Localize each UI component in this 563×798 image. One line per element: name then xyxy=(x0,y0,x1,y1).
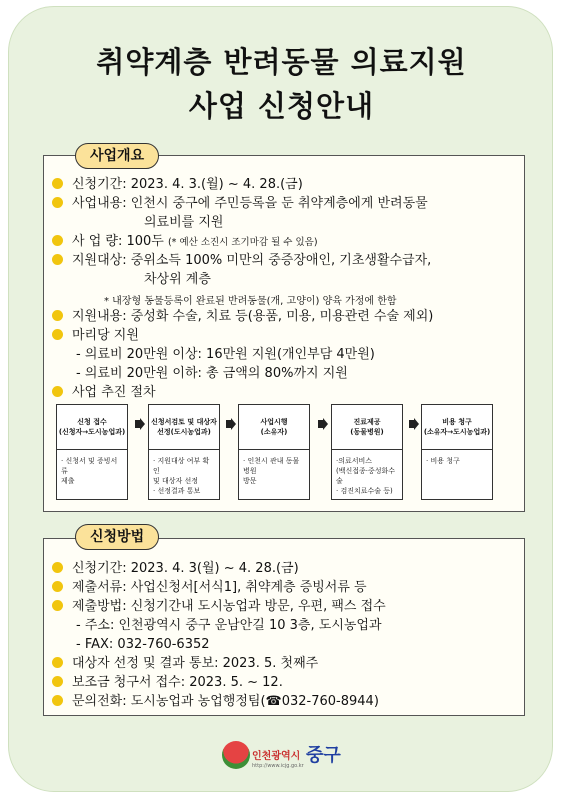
flow-step-5-body: · 비용 청구 xyxy=(426,457,460,465)
per-head-line1: - 의료비 20만원 이상: 16만원 지원(개인부담 4만원) xyxy=(76,347,375,362)
bullet-icon xyxy=(52,581,63,592)
bullet-icon xyxy=(52,386,63,397)
list-item-content: 사업내용: 인천시 중구에 주민등록을 둔 취약계층에게 반려동물 xyxy=(52,194,428,213)
bullet-icon xyxy=(52,235,63,246)
list-item-per-head: 마리당 지원 xyxy=(52,326,139,345)
list-item-method: 제출방법: 신청기간내 도시농업과 방문, 우편, 팩스 접수 xyxy=(52,597,386,616)
flow-step-2-body: · 지원대상 여부 확인 및 대상자 선정 · 선정결과 통보 xyxy=(153,457,210,495)
bullet-icon xyxy=(52,178,63,189)
list-item-content-cont: 의료비를 지원 xyxy=(144,215,224,230)
list-item-support: 지원내용: 중성화 수술, 치료 등(용품, 미용, 미용관련 수술 제외) xyxy=(52,307,433,326)
page-title-line1: 취약계층 반려동물 의료지원 xyxy=(96,45,467,79)
flow-step-4-body: ·의료서비스 (백신접종·중성화수술 · 검진치료수술 등) xyxy=(336,457,396,495)
list-item-claim: 보조금 청구서 접수: 2023. 5. ~ 12. xyxy=(52,673,283,692)
list-item-target: 지원대상: 중위소득 100% 미만의 중증장애인, 기초생활수급자, xyxy=(52,251,431,270)
flow-step-5 xyxy=(421,404,493,500)
fax-line: - FAX: 032-760-6352 xyxy=(76,637,210,652)
logo-gu-name: 중구 xyxy=(306,745,341,766)
flow-step-3-body: · 인천시 관내 동물병원 방문 xyxy=(243,457,300,485)
logo-url: http://www.icjg.go.kr xyxy=(252,763,304,769)
flow-step-4-head: 진료제공 (동물병원) xyxy=(332,405,402,450)
flow-step-1-head: 신청 접수 (신청자→도시농업과) xyxy=(57,405,127,450)
flow-step-3-head: 사업시행 (소유자) xyxy=(239,405,309,450)
logo-city-name: 인천광역시 xyxy=(252,751,301,762)
flow-step-5-head: 비용 청구 (소유자→도시농업과) xyxy=(422,405,492,450)
flow-step-1 xyxy=(56,404,128,500)
target-note: * 내장형 동물등록이 완료된 반려동물(개, 고양이) 양육 가정에 한함 xyxy=(104,296,397,307)
arrow-right-icon xyxy=(409,418,419,430)
arrow-right-icon xyxy=(318,418,328,430)
bullet-icon xyxy=(52,676,63,687)
section-tag-overview: 사업개요 xyxy=(75,143,159,169)
bullet-icon xyxy=(52,695,63,706)
junggu-logo xyxy=(222,741,352,781)
list-item-period: 신청기간: 2023. 4. 3.(월) ~ 4. 28.(금) xyxy=(52,175,303,194)
bullet-icon xyxy=(52,562,63,573)
arrow-right-icon xyxy=(226,418,236,430)
per-head-line2: - 의료비 20만원 이하: 총 금액의 80%까지 지원 xyxy=(76,366,348,381)
list-item-process: 사업 추진 절차 xyxy=(52,383,156,402)
amount-note: (* 예산 소진시 조기마감 될 수 있음) xyxy=(167,237,318,248)
address-line: - 주소: 인천광역시 중구 운남안길 10 3층, 도시농업과 xyxy=(76,618,382,633)
bullet-icon xyxy=(52,254,63,265)
list-item-notify: 대상자 선정 및 결과 통보: 2023. 5. 첫째주 xyxy=(52,654,318,673)
arrow-right-icon xyxy=(135,418,145,430)
list-item-docs: 제출서류: 사업신청서[서식1], 취약계층 증빙서류 등 xyxy=(52,578,367,597)
bullet-icon xyxy=(52,329,63,340)
bullet-icon xyxy=(52,197,63,208)
flow-step-2-head: 신청서검토 및 대상자 선정(도시농업과) xyxy=(149,405,219,450)
list-item-target-cont: 차상위 계층 xyxy=(144,272,211,287)
bullet-icon xyxy=(52,310,63,321)
page-title-line2: 사업 신청안내 xyxy=(188,89,375,123)
flow-step-1-body: · 신청서 및 증빙서류 제출 xyxy=(61,457,118,485)
flow-step-3 xyxy=(238,404,310,500)
list-item-amount: 사 업 량: 100두 (* 예산 소진시 조기마감 될 수 있음) xyxy=(52,232,318,252)
flow-step-4 xyxy=(331,404,403,500)
list-item-contact: 문의전화: 도시농업과 농업행정팀(☎032-760-8944) xyxy=(52,692,379,711)
bullet-icon xyxy=(52,657,63,668)
bullet-icon xyxy=(52,600,63,611)
city-emblem-icon xyxy=(222,741,250,769)
list-item-app-period: 신청기간: 2023. 4. 3(월) ~ 4. 28.(금) xyxy=(52,559,299,578)
section-tag-application: 신청방법 xyxy=(75,524,159,550)
flow-step-2 xyxy=(148,404,220,500)
